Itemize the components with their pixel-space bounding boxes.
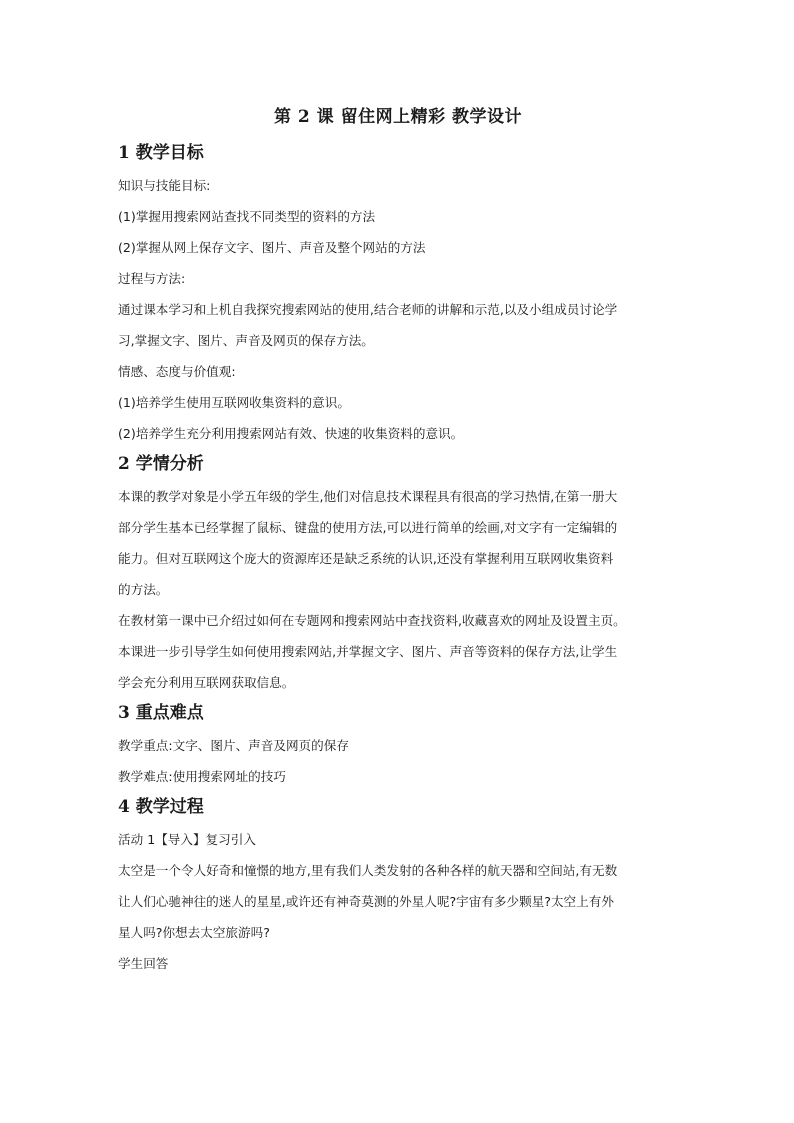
section-heading: 2 学情分析 bbox=[118, 454, 204, 474]
paragraph-line: 能力。但对互联网这个庞大的资源库还是缺乏系统的认识,还没有掌握利用互联网收集资料 bbox=[118, 551, 614, 566]
document-body bbox=[118, 100, 678, 979]
section-heading: 4 教学过程 bbox=[118, 797, 204, 817]
paragraph-line: 过程与方法: bbox=[118, 271, 186, 286]
paragraph-line: 本课的教学对象是小学五年级的学生,他们对信息技术课程具有很高的学习热情,在第一册大 bbox=[118, 489, 618, 504]
paragraph-line: 让人们心驰神往的迷人的星星,或许还有神奇莫测的外星人呢?宇宙有多少颗星?太空上有外 bbox=[118, 894, 614, 909]
paragraph-line: 知识与技能目标: bbox=[118, 178, 211, 193]
paragraph-line: 部分学生基本已经掌握了鼠标、键盘的使用方法,可以进行简单的绘画,对文字有一定编辑的 bbox=[118, 520, 618, 535]
section-teaching-process bbox=[118, 792, 678, 979]
paragraph-line: 通过课本学习和上机自我探究搜索网站的使用,结合老师的讲解和示范,以及小组成员讨论学 bbox=[118, 302, 618, 317]
paragraph-line: 情感、态度与价值观: bbox=[118, 364, 236, 379]
section-learner-analysis bbox=[118, 449, 678, 698]
document-title: 第 2 课 留住网上精彩 教学设计 bbox=[273, 107, 522, 127]
paragraph-line: 星人吗?你想去太空旅游吗? bbox=[118, 925, 270, 940]
section-teaching-objectives bbox=[118, 138, 678, 449]
paragraph-line: 在教材第一课中已介绍过如何在专题网和搜索网站中查找资料,收藏喜欢的网址及设置主页。 bbox=[118, 613, 626, 628]
section-heading: 1 教学目标 bbox=[118, 143, 204, 163]
paragraph-line: 活动 1【导入】复习引入 bbox=[118, 832, 256, 847]
paragraph-line: 教学难点:使用搜索网址的技巧 bbox=[118, 769, 286, 784]
paragraph-line: 学生回答 bbox=[118, 956, 169, 971]
paragraph-line: 太空是一个令人好奇和憧憬的地方,里有我们人类发射的各种各样的航天器和空间站,有无数 bbox=[118, 863, 618, 878]
paragraph-line: (1)培养学生使用互联网收集资料的意识。 bbox=[118, 395, 350, 410]
paragraph-line: 学会充分利用互联网获取信息。 bbox=[118, 675, 295, 690]
paragraph-line: 的方法。 bbox=[118, 582, 169, 597]
paragraph-line: 本课进一步引导学生如何使用搜索网站,并掌握文字、图片、声音等资料的保存方法,让学生 bbox=[118, 644, 618, 659]
paragraph-line: (2)培养学生充分利用搜索网站有效、快速的收集资料的意识。 bbox=[118, 426, 464, 441]
section-key-difficult-points bbox=[118, 698, 678, 792]
section-heading: 3 重点难点 bbox=[118, 703, 204, 723]
paragraph-line: (1)掌握用搜索网站查找不同类型的资料的方法 bbox=[118, 209, 376, 224]
paragraph-line: 教学重点:文字、图片、声音及网页的保存 bbox=[118, 738, 349, 753]
paragraph-line: 习,掌握文字、图片、声音及网页的保存方法。 bbox=[118, 333, 374, 348]
paragraph-line: (2)掌握从网上保存文字、图片、声音及整个网站的方法 bbox=[118, 240, 426, 255]
